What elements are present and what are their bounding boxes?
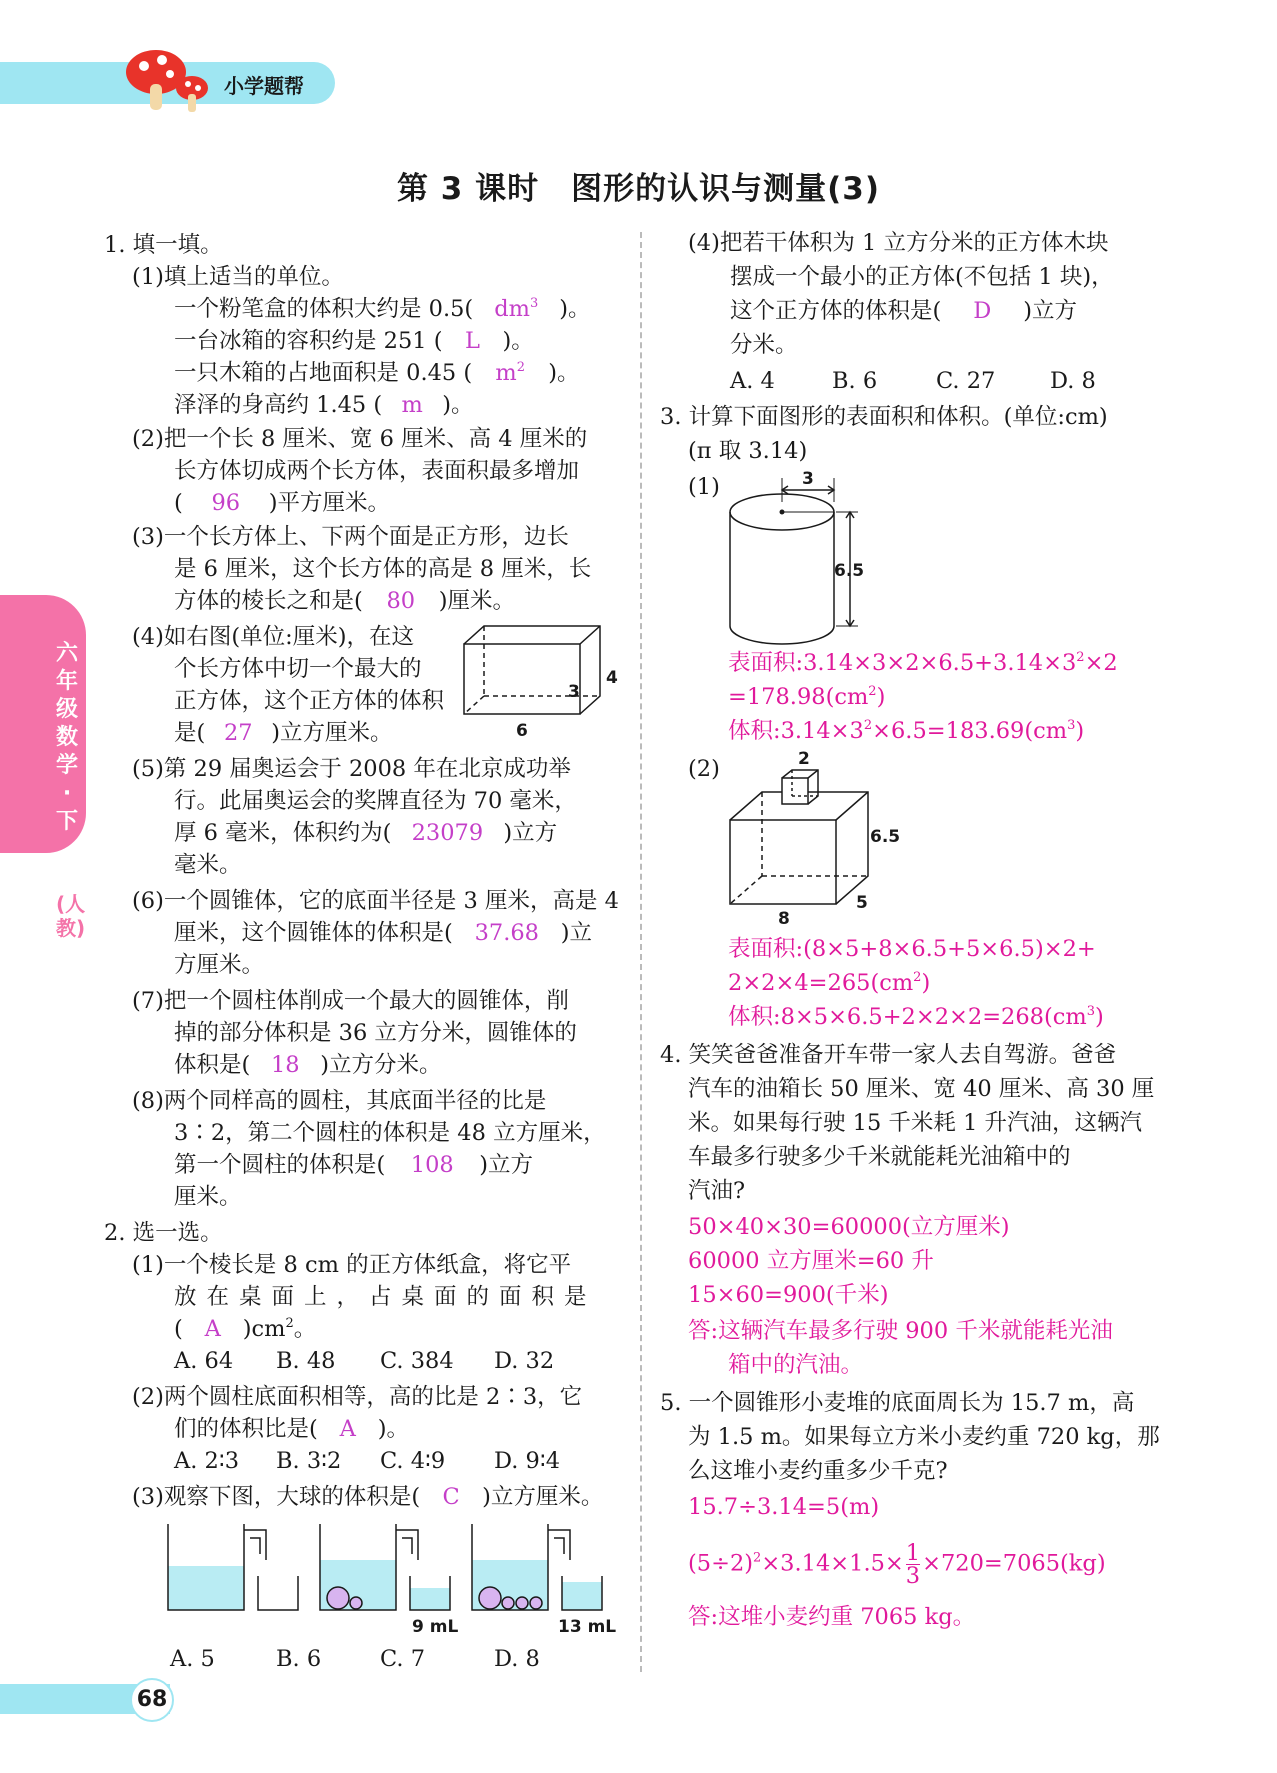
q1-1-line2: 一台冰箱的容积约是 251 ( L )。 (174, 328, 534, 354)
q2-3-option-b: B. 6 (276, 1646, 322, 1672)
q4-answer-5: 箱中的汽油。 (728, 1352, 864, 1378)
q5-line2: 为 1.5 m。如果每立方米小麦约重 720 kg，那 (688, 1424, 1160, 1450)
q1-5-line1: (5)第 29 届奥运会于 2008 年在北京成功举 (132, 756, 571, 782)
cuboid-figure (458, 620, 618, 741)
fig-label-3: 3 (568, 682, 580, 702)
q3-1-volume: 体积$:3.14\times 3^2\times 6.5=183.69(cm^3)$ (728, 718, 1085, 744)
q3-2-label: (2) (688, 756, 720, 782)
q3-1-surface-line1: 表面积$:3.14\times 3\times 2\times 6.5+3.14\times 3^2\times 2$ (728, 650, 1118, 676)
q1-1-line3: 一只木箱的占地面积是 0.45 ( $m^2$ )。 (174, 360, 580, 386)
q3-line2: (π 取 3.14) (688, 438, 808, 464)
q4-line3: 米。如果每行驶 15 千米耗 1 升汽油，这辆汽 (688, 1110, 1143, 1136)
q1-2-line3: ( 96 )平方厘米。 (174, 490, 391, 516)
q2-4-option-a: A. 4 (730, 368, 775, 394)
q2-4-line2: 摆成一个最小的正方体(不包括 1 块)， (730, 264, 1114, 290)
q2-1-option-d: D. 32 (494, 1348, 555, 1374)
fig-label-2: 2 (798, 749, 810, 769)
page-number: 68 (130, 1678, 174, 1722)
q4-line4: 车最多行驶多少千米就能耗光油箱中的 (688, 1144, 1071, 1170)
mushroom-logo-icon (120, 44, 220, 116)
q1-2-line1: (2)把一个长 8 厘米、宽 6 厘米、高 4 厘米的 (132, 426, 588, 452)
q2-1-line1: (1)一个棱长是 8 cm 的正方体纸盒，将它平 (132, 1252, 572, 1278)
q2-2-option-c: C. 4∶9 (380, 1448, 446, 1474)
q4-line1: 4. 笑笑爸爸准备开车带一家人去自驾游。爸爸 (660, 1042, 1117, 1068)
cylinder-figure (720, 470, 880, 646)
q1-1-line4: 泽泽的身高约 1.45 ( m )。 (174, 392, 474, 418)
q3-2-surface-line2: $2\times 2\times 4=265(cm^2)$ (728, 970, 931, 996)
fig-label-5: 5 (856, 893, 868, 913)
q1-7-line1: (7)把一个圆柱体削成一个最大的圆锥体，削 (132, 988, 569, 1014)
q3-1-label: (1) (688, 474, 720, 500)
q2-1-option-b: B. 48 (276, 1348, 336, 1374)
q1-8-line3: 第一个圆柱的体积是( 108 )立方 (174, 1152, 534, 1178)
q1-5-line2: 行。此届奥运会的奖牌直径为 70 毫米， (174, 788, 577, 814)
q2-1-option-c: C. 384 (380, 1348, 454, 1374)
q1-4-line3: 正方体，这个正方体的体积 (174, 688, 445, 714)
q4-answer-4: 答:这辆汽车最多行驶 900 千米就能耗光油 (688, 1318, 1113, 1344)
q1-6-line3: 方厘米。 (174, 952, 265, 978)
q2-1-line2: 放在桌面上，占桌面的面积是 (174, 1284, 597, 1310)
q1-heading: 1. 填一填。 (104, 232, 223, 258)
q2-3-option-d: D. 8 (494, 1646, 540, 1672)
fig-label-8: 8 (778, 909, 790, 929)
q2-1-line3: ( A )$cm^2$。 (174, 1316, 317, 1342)
q1-8-line1: (8)两个同样高的圆柱，其底面半径的比是 (132, 1088, 547, 1114)
side-publisher-label: (人教) (56, 892, 86, 940)
q4-answer-2: 60000 立方厘米=60 升 (688, 1248, 934, 1274)
q2-4-line1: (4)把若干体积为 1 立方分米的正方体木块 (688, 230, 1109, 256)
q2-2-option-d: D. 9∶4 (494, 1448, 561, 1474)
q1-5-line3: 厚 6 毫米，体积约为( 23079 )立方 (174, 820, 558, 846)
q1-2-line2: 长方体切成两个长方体，表面积最多增加 (174, 458, 580, 484)
q4-answer-3: 15×60=900(千米) (688, 1282, 889, 1308)
q3-2-volume: 体积$:8\times 5\times 6.5+2\times 2\times 2=268(cm^3)$ (728, 1004, 1104, 1030)
fig-label-9ml: 9 mL (412, 1617, 459, 1637)
q2-4-line4: 分米。 (730, 332, 798, 358)
fig-label-3: 3 (802, 469, 814, 489)
brand-name: 小学题帮 (224, 74, 304, 98)
page-title: 第 3 课时 图形的认识与测量(3) (396, 171, 881, 207)
q2-2-option-a: A. 2∶3 (174, 1448, 240, 1474)
q4-line2: 汽车的油箱长 50 厘米、宽 40 厘米、高 30 厘 (688, 1076, 1155, 1102)
q5-answer-1: 15.7÷3.14=5(m) (688, 1494, 880, 1520)
q5-answer-3: 答:这堆小麦约重 7065 kg。 (688, 1604, 976, 1630)
fig-label-6-5: 6.5 (834, 561, 865, 581)
q1-8-line2: 3∶2，第二个圆柱的体积是 48 立方厘米， (174, 1120, 606, 1146)
fig-label-13ml: 13 mL (558, 1617, 617, 1637)
q1-8-line4: 厘米。 (174, 1184, 242, 1210)
cuboid-with-cube-figure (720, 748, 901, 929)
q4-answer-1: 50×40×30=60000(立方厘米) (688, 1214, 1010, 1240)
q3-2-surface-line1: 表面积:(8×5+8×6.5+5×6.5)×2+ (728, 936, 1096, 962)
q2-4-line3: 这个正方体的体积是( D )立方 (730, 298, 1078, 324)
q1-3-line1: (3)一个长方体上、下两个面是正方形，边长 (132, 524, 569, 550)
q2-4-option-b: B. 6 (832, 368, 878, 394)
q1-7-line3: 体积是( 18 )立方分米。 (174, 1052, 442, 1078)
column-divider (640, 232, 642, 1672)
q3-line1: 3. 计算下面图形的表面积和体积。(单位:cm) (660, 404, 1108, 430)
fig-label-6: 6 (516, 721, 528, 741)
q1-7-line2: 掉的部分体积是 36 立方分米，圆锥体的 (174, 1020, 577, 1046)
q1-1-heading: (1)填上适当的单位。 (132, 264, 344, 290)
q5-line1: 5. 一个圆锥形小麦堆的底面周长为 15.7 m，高 (660, 1390, 1135, 1416)
q1-1-line1: 一个粉笔盒的体积大约是 0.5( $dm^3$ )。 (174, 296, 591, 322)
q2-1-option-a: A. 64 (174, 1348, 234, 1374)
q2-4-option-c: C. 27 (936, 368, 996, 394)
q1-3-line2: 是 6 厘米，这个长方体的高是 8 厘米，长 (174, 556, 592, 582)
q2-2-line1: (2)两个圆柱底面积相等，高的比是 2∶3，它 (132, 1384, 583, 1410)
q1-4-line4: 是( 27 )立方厘米。 (174, 720, 393, 746)
q1-3-line3: 方体的棱长之和是( 80 )厘米。 (174, 588, 516, 614)
beakers-figure (162, 1516, 622, 1636)
q2-2-line2: 们的体积比是( A )。 (174, 1416, 410, 1442)
q1-4-line2: 个长方体中切一个最大的 (174, 656, 422, 682)
q3-1-surface-line2: $=178.98(cm^2)$ (728, 684, 886, 710)
q1-5-line4: 毫米。 (174, 852, 242, 878)
fig-label-6-5: 6.5 (870, 827, 901, 847)
q2-heading: 2. 选一选。 (104, 1220, 223, 1246)
q2-4-option-d: D. 8 (1050, 368, 1096, 394)
q4-line5: 汽油? (688, 1178, 746, 1204)
q2-3-line1: (3)观察下图，大球的体积是( C )立方厘米。 (132, 1484, 604, 1510)
q5-answer-2: $(5\div 2)^2\times 3.14\times 1.5\times$ $\frac{1}{3}$ ×720=7065(kg) (688, 1540, 1106, 1589)
fig-label-4: 4 (606, 668, 618, 688)
q2-2-option-b: B. 3∶2 (276, 1448, 342, 1474)
q2-3-option-a: A. 5 (170, 1646, 215, 1672)
q1-4-line1: (4)如右图(单位:厘米)，在这 (132, 624, 415, 650)
q1-6-line1: (6)一个圆锥体，它的底面半径是 3 厘米，高是 4 (132, 888, 619, 914)
q2-3-option-c: C. 7 (380, 1646, 426, 1672)
side-grade-label: 六年级数学·下 (55, 641, 78, 834)
q5-line3: 么这堆小麦约重多少千克? (688, 1458, 948, 1484)
q1-6-line2: 厘米，这个圆锥体的体积是( 37.68 )立 (174, 920, 593, 946)
